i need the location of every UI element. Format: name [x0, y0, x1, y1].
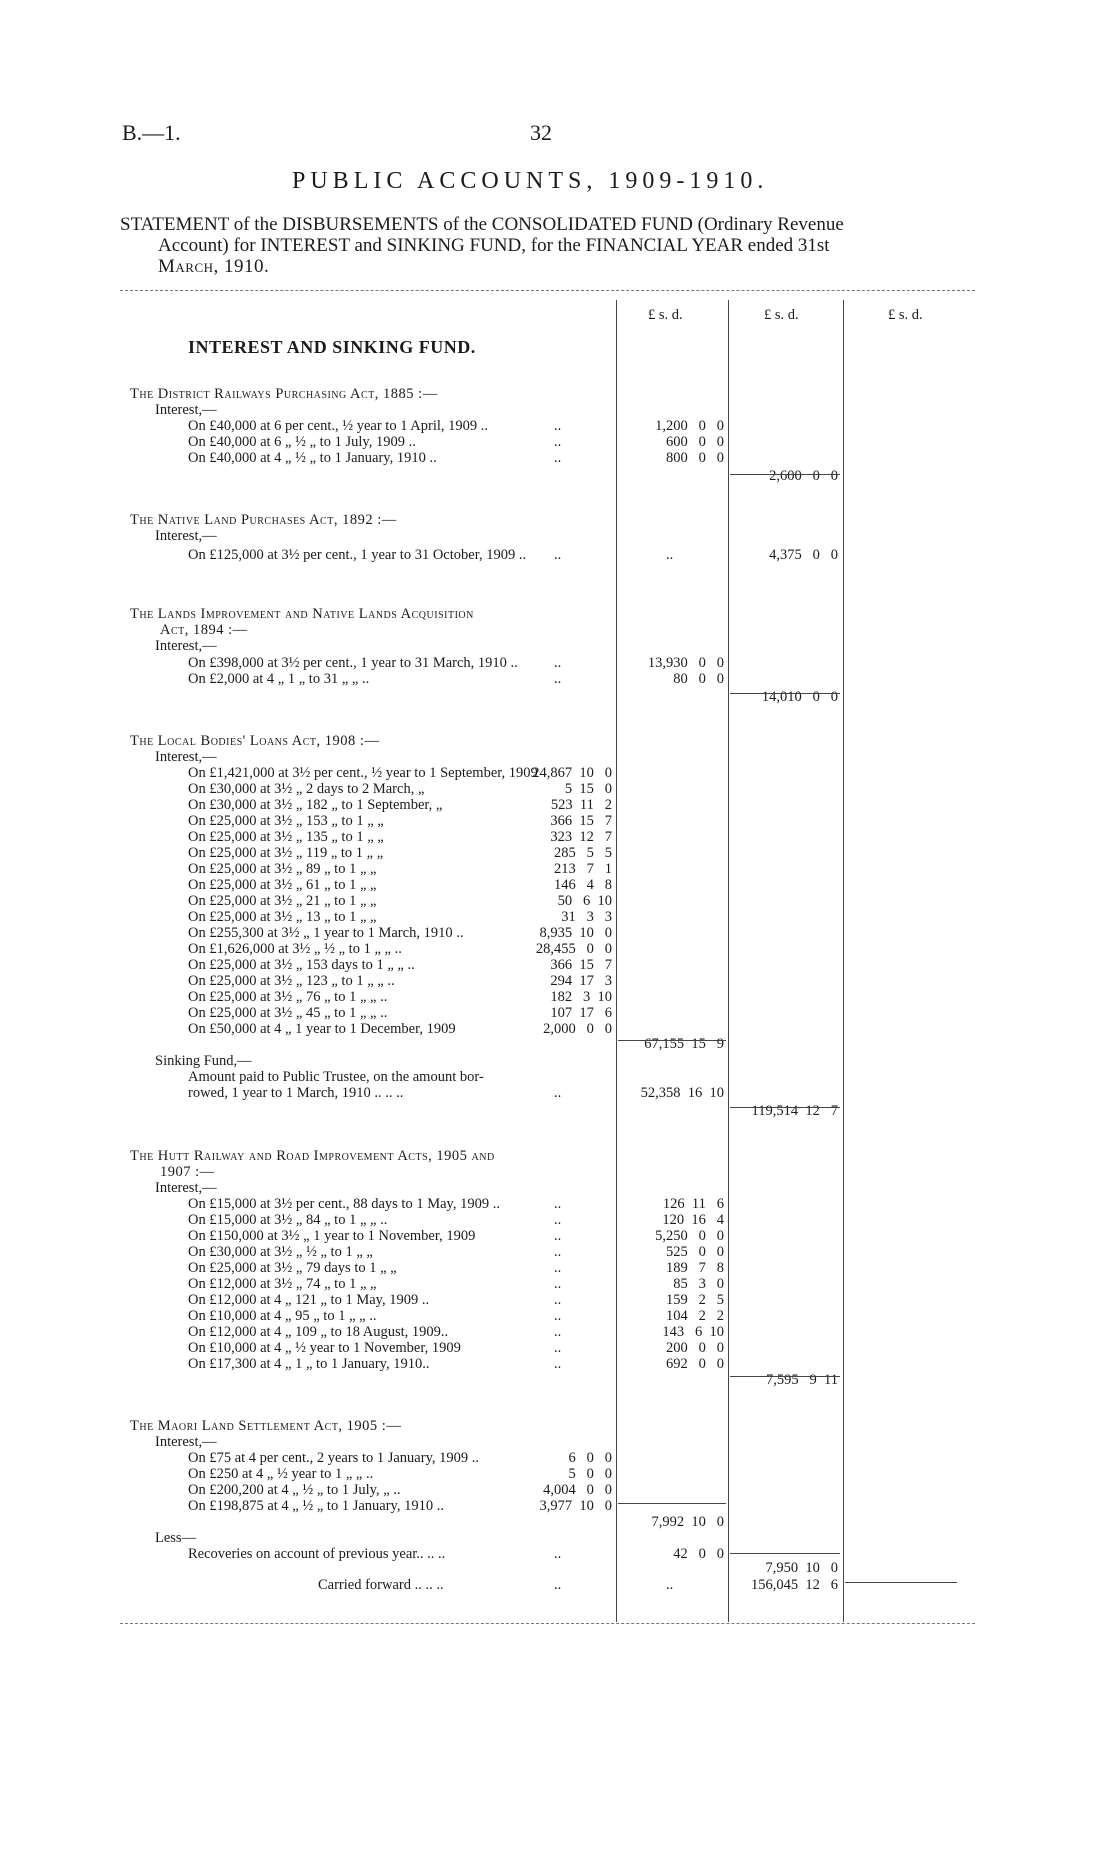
amount-c2: 143 6 10 [662, 1324, 724, 1340]
ledger-line [0, 1340, 1114, 1356]
ledger-line [0, 606, 1114, 622]
line-description: On £30,000 at 3½ „ 182 „ to 1 September, „ [188, 797, 443, 813]
ledger-line [0, 671, 1114, 687]
amount-c1: .. [554, 1085, 562, 1101]
amount-c2: 525 0 0 [666, 1244, 724, 1260]
ledger-line [0, 1308, 1114, 1324]
amount-c1: .. [554, 1212, 562, 1228]
ledger-line [0, 547, 1114, 563]
statement-line: STATEMENT of the DISBURSEMENTS of the CONSOLIDATED FUND (Ordinary Revenue [120, 214, 844, 235]
amount-c1: 523 11 2 [550, 797, 612, 813]
ledger-line [0, 1085, 1114, 1101]
line-description: On £398,000 at 3½ per cent., 1 year to 31 March, 1910 .. [188, 655, 518, 671]
line-description: On £200,200 at 4 „ ½ „ to 1 July, „ .. [188, 1482, 401, 1498]
amount-c2: 85 3 0 [673, 1276, 724, 1292]
ledger-line [0, 797, 1114, 813]
ledger-line [0, 925, 1114, 941]
subtotal-rule [730, 1553, 840, 1554]
ledger-line [0, 386, 1114, 402]
ledger-line [0, 1196, 1114, 1212]
line-description: Interest,— [155, 638, 217, 654]
subtotal-rule [618, 1503, 726, 1504]
page-title: PUBLIC ACCOUNTS, 1909-1910. [292, 168, 769, 194]
ledger-line [0, 1005, 1114, 1021]
ledger-line [0, 957, 1114, 973]
ledger-line [0, 689, 1114, 705]
ledger-line [0, 1530, 1114, 1546]
line-description: On £40,000 at 4 „ ½ „ to 1 January, 1910 .. [188, 450, 437, 466]
act-heading: The Hutt Railway and Road Improvement Acts, 1905 and [130, 1148, 495, 1164]
amount-c1: 2,000 0 0 [543, 1021, 612, 1037]
amount-c1: .. [554, 1577, 562, 1593]
subtotal-rule [730, 693, 840, 694]
amount-c2: 200 0 0 [666, 1340, 724, 1356]
line-description: On £10,000 at 4 „ ½ year to 1 November, 1909 [188, 1340, 461, 1356]
line-description: On £150,000 at 3½ „ 1 year to 1 November, 1909 [188, 1228, 476, 1244]
ledger-line [0, 1069, 1114, 1085]
amount-c1: 213 7 1 [554, 861, 612, 877]
column-header-1: £ s. d. [648, 307, 683, 323]
act-heading: The Native Land Purchases Act, 1892 :— [130, 512, 397, 528]
amount-c3: 14,010 0 0 [761, 689, 838, 705]
ledger-line [0, 1244, 1114, 1260]
amount-c1: .. [554, 450, 562, 466]
ledger-line [0, 1292, 1114, 1308]
ledger-line [0, 1260, 1114, 1276]
amount-c1: .. [554, 655, 562, 671]
act-heading: The Local Bodies' Loans Act, 1908 :— [130, 733, 380, 749]
ledger-line [0, 1053, 1114, 1069]
line-description: On £2,000 at 4 „ 1 „ to 31 „ „ .. [188, 671, 370, 687]
ledger-line [0, 1450, 1114, 1466]
ledger-line [0, 877, 1114, 893]
line-description: On £25,000 at 3½ „ 153 days to 1 „ „ .. [188, 957, 415, 973]
line-description: On £30,000 at 3½ „ ½ „ to 1 „ „ [188, 1244, 373, 1260]
ledger-line [0, 829, 1114, 845]
line-description: On £25,000 at 3½ „ 123 „ to 1 „ „ .. [188, 973, 395, 989]
amount-c1: .. [554, 1292, 562, 1308]
amount-c3: 2,600 0 0 [769, 468, 838, 484]
amount-c3: 156,045 12 6 [751, 1577, 838, 1593]
ledger-line [0, 1164, 1114, 1180]
ledger-line [0, 1212, 1114, 1228]
amount-c1: .. [554, 1356, 562, 1372]
line-description: On £25,000 at 3½ „ 119 „ to 1 „ „ [188, 845, 384, 861]
amount-c2: 7,992 10 0 [651, 1514, 724, 1530]
line-description: Interest,— [155, 528, 217, 544]
line-description: On £12,000 at 3½ „ 74 „ to 1 „ „ [188, 1276, 377, 1292]
total-rule [845, 1582, 957, 1583]
line-description: Recoveries on account of previous year.. .. .. [188, 1546, 446, 1562]
subtotal-rule [730, 474, 840, 475]
amount-c1: .. [554, 671, 562, 687]
line-description: On £1,421,000 at 3½ per cent., ½ year to 1 September, 1909 [188, 765, 538, 781]
ledger-line [0, 989, 1114, 1005]
ledger-line [0, 1324, 1114, 1340]
ledger-line [0, 765, 1114, 781]
column-header-3: £ s. d. [888, 307, 923, 323]
ledger-line [0, 1498, 1114, 1514]
ledger-line [0, 1372, 1114, 1388]
amount-c2: 42 0 0 [673, 1546, 724, 1562]
amount-c2: 189 7 8 [666, 1260, 724, 1276]
ledger-line [0, 973, 1114, 989]
line-description: On £40,000 at 6 per cent., ½ year to 1 April, 1909 .. [188, 418, 489, 434]
amount-c2: 80 0 0 [673, 671, 724, 687]
line-description: On £25,000 at 3½ „ 153 „ to 1 „ „ [188, 813, 384, 829]
amount-c1: .. [554, 1244, 562, 1260]
amount-c1: 182 3 10 [550, 989, 612, 1005]
ledger-line [0, 418, 1114, 434]
act-heading: The Lands Improvement and Native Lands Acquisition [130, 606, 474, 622]
amount-c1: .. [554, 547, 562, 563]
line-description: Carried forward .. .. .. [318, 1577, 444, 1593]
section-heading: INTEREST AND SINKING FUND. [188, 337, 476, 357]
ledger-line [0, 528, 1114, 544]
line-description: On £198,875 at 4 „ ½ „ to 1 January, 1910 .. [188, 1498, 444, 1514]
ledger-line [0, 1482, 1114, 1498]
amount-c1: .. [554, 1324, 562, 1340]
ledger-line [0, 434, 1114, 450]
line-description: Less— [155, 1530, 197, 1546]
amount-c1: 285 5 5 [554, 845, 612, 861]
ledger-line [0, 749, 1114, 765]
amount-c1: .. [554, 1340, 562, 1356]
amount-c1: 366 15 7 [550, 957, 612, 973]
amount-c1: 366 15 7 [550, 813, 612, 829]
line-description: On £15,000 at 3½ per cent., 88 days to 1 May, 1909 .. [188, 1196, 500, 1212]
amount-c2: 120 16 4 [662, 1212, 724, 1228]
amount-c1: 294 17 3 [550, 973, 612, 989]
amount-c2: 159 2 5 [666, 1292, 724, 1308]
line-description: Interest,— [155, 1434, 217, 1450]
amount-c2: .. [666, 1577, 674, 1593]
amount-c1: 31 3 3 [561, 909, 612, 925]
amount-c2: 126 11 6 [662, 1196, 724, 1212]
table-top-rule [120, 290, 975, 291]
ledger-line [0, 1276, 1114, 1292]
ledger-line [0, 450, 1114, 466]
document-ref: B.—1. [122, 120, 181, 145]
line-description: Sinking Fund,— [155, 1053, 252, 1069]
amount-c2: 800 0 0 [666, 450, 724, 466]
line-description: On £255,300 at 3½ „ 1 year to 1 March, 1910 .. [188, 925, 464, 941]
amount-c2: 5,250 0 0 [655, 1228, 724, 1244]
amount-c2: .. [666, 547, 674, 563]
line-description: Interest,— [155, 1180, 217, 1196]
line-description: Interest,— [155, 402, 217, 418]
ledger-line [0, 1418, 1114, 1434]
table-bottom-rule [120, 1623, 975, 1624]
line-description: On £50,000 at 4 „ 1 year to 1 December, 1909 [188, 1021, 456, 1037]
ledger-line [0, 468, 1114, 484]
amount-c2: 67,155 15 9 [644, 1036, 724, 1052]
ledger-line [0, 845, 1114, 861]
ledger-line [0, 1560, 1114, 1576]
line-description: On £30,000 at 3½ „ 2 days to 2 March, „ [188, 781, 425, 797]
ledger-line [0, 402, 1114, 418]
line-description: On £25,000 at 3½ „ 61 „ to 1 „ „ [188, 877, 377, 893]
amount-c1: 3,977 10 0 [539, 1498, 612, 1514]
line-description: On £25,000 at 3½ „ 21 „ to 1 „ „ [188, 893, 377, 909]
ledger-line [0, 733, 1114, 749]
ledger-line [0, 655, 1114, 671]
amount-c2: 1,200 0 0 [655, 418, 724, 434]
amount-c2: 692 0 0 [666, 1356, 724, 1372]
line-description: On £25,000 at 3½ „ 45 „ to 1 „ „ .. [188, 1005, 388, 1021]
line-description: On £250 at 4 „ ½ year to 1 „ „ .. [188, 1466, 374, 1482]
page-number: 32 [530, 120, 552, 145]
ledger-line [0, 941, 1114, 957]
line-description: On £75 at 4 per cent., 2 years to 1 January, 1909 .. [188, 1450, 479, 1466]
line-description: On £25,000 at 3½ „ 89 „ to 1 „ „ [188, 861, 377, 877]
line-description: On £12,000 at 4 „ 109 „ to 18 August, 1909.. [188, 1324, 449, 1340]
ledger-line [0, 909, 1114, 925]
amount-c1: 8,935 10 0 [539, 925, 612, 941]
ledger-line [0, 1514, 1114, 1530]
amount-c1: .. [554, 1196, 562, 1212]
amount-c1: .. [554, 418, 562, 434]
amount-c1: 28,455 0 0 [535, 941, 612, 957]
line-description: On £40,000 at 6 „ ½ „ to 1 July, 1909 .. [188, 434, 416, 450]
act-heading: 1907 :— [160, 1164, 215, 1180]
amount-c1: 6 0 0 [568, 1450, 612, 1466]
amount-c1: 50 6 10 [557, 893, 612, 909]
line-description: Interest,— [155, 749, 217, 765]
subtotal-rule [730, 1376, 840, 1377]
amount-c1: 4,004 0 0 [543, 1482, 612, 1498]
act-heading: The Maori Land Settlement Act, 1905 :— [130, 1418, 402, 1434]
amount-c1: 146 4 8 [554, 877, 612, 893]
amount-c1: 5 15 0 [564, 781, 612, 797]
ledger-line [0, 622, 1114, 638]
line-description: On £1,626,000 at 3½ „ ½ „ to 1 „ „ .. [188, 941, 402, 957]
amount-c1: 107 17 6 [550, 1005, 612, 1021]
amount-c2: 52,358 16 10 [640, 1085, 724, 1101]
ledger-line [0, 1356, 1114, 1372]
amount-c2: 104 2 2 [666, 1308, 724, 1324]
amount-c3: 119,514 12 7 [751, 1103, 838, 1119]
ledger-line [0, 893, 1114, 909]
amount-c1: 323 12 7 [550, 829, 612, 845]
amount-c1: .. [554, 1276, 562, 1292]
ledger-line [0, 1021, 1114, 1037]
act-heading: Act, 1894 :— [160, 622, 248, 638]
line-description: On £25,000 at 3½ „ 76 „ to 1 „ „ .. [188, 989, 388, 1005]
amount-c1: .. [554, 1228, 562, 1244]
amount-c1: 5 0 0 [568, 1466, 612, 1482]
line-description: On £25,000 at 3½ „ 135 „ to 1 „ „ [188, 829, 384, 845]
line-description: rowed, 1 year to 1 March, 1910 .. .. .. [188, 1085, 404, 1101]
column-header-2: £ s. d. [764, 307, 799, 323]
line-description: On £10,000 at 4 „ 95 „ to 1 „ „ .. [188, 1308, 377, 1324]
ledger-line [0, 861, 1114, 877]
amount-c1: .. [554, 1546, 562, 1562]
amount-c3: 7,950 10 0 [765, 1560, 838, 1576]
line-description: On £125,000 at 3½ per cent., 1 year to 31 October, 1909 .. [188, 547, 527, 563]
amount-c1: .. [554, 1308, 562, 1324]
ledger-line [0, 1036, 1114, 1052]
amount-c3: 7,595 9 11 [766, 1372, 838, 1388]
subtotal-rule [618, 1040, 726, 1041]
amount-c1: .. [554, 1260, 562, 1276]
ledger-line [0, 1577, 1114, 1593]
amount-c2: 600 0 0 [666, 434, 724, 450]
ledger-line [0, 512, 1114, 528]
ledger-line [0, 1434, 1114, 1450]
ledger-line [0, 1148, 1114, 1164]
ledger-line [0, 781, 1114, 797]
ledger-line [0, 1228, 1114, 1244]
amount-c1: .. [554, 434, 562, 450]
ledger-line [0, 638, 1114, 654]
amount-c1: 24,867 10 0 [532, 765, 612, 781]
amount-c3: 4,375 0 0 [769, 547, 838, 563]
subtotal-rule [730, 1107, 840, 1108]
amount-c2: 13,930 0 0 [647, 655, 724, 671]
line-description: On £25,000 at 3½ „ 13 „ to 1 „ „ [188, 909, 377, 925]
statement-heading [120, 214, 844, 277]
statement-line: March, 1910. [158, 256, 270, 277]
line-description: On £15,000 at 3½ „ 84 „ to 1 „ „ .. [188, 1212, 388, 1228]
ledger-line [0, 1466, 1114, 1482]
statement-line: Account) for INTEREST and SINKING FUND, for the FINANCIAL YEAR ended 31st [158, 235, 830, 256]
act-heading: The District Railways Purchasing Act, 1885 :— [130, 386, 438, 402]
ledger-line [0, 813, 1114, 829]
ledger-line [0, 1180, 1114, 1196]
ledger-line [0, 1103, 1114, 1119]
line-description: Amount paid to Public Trustee, on the amount bor- [188, 1069, 484, 1085]
line-description: On £25,000 at 3½ „ 79 days to 1 „ „ [188, 1260, 397, 1276]
line-description: On £12,000 at 4 „ 121 „ to 1 May, 1909 .. [188, 1292, 430, 1308]
line-description: On £17,300 at 4 „ 1 „ to 1 January, 1910.. [188, 1356, 430, 1372]
